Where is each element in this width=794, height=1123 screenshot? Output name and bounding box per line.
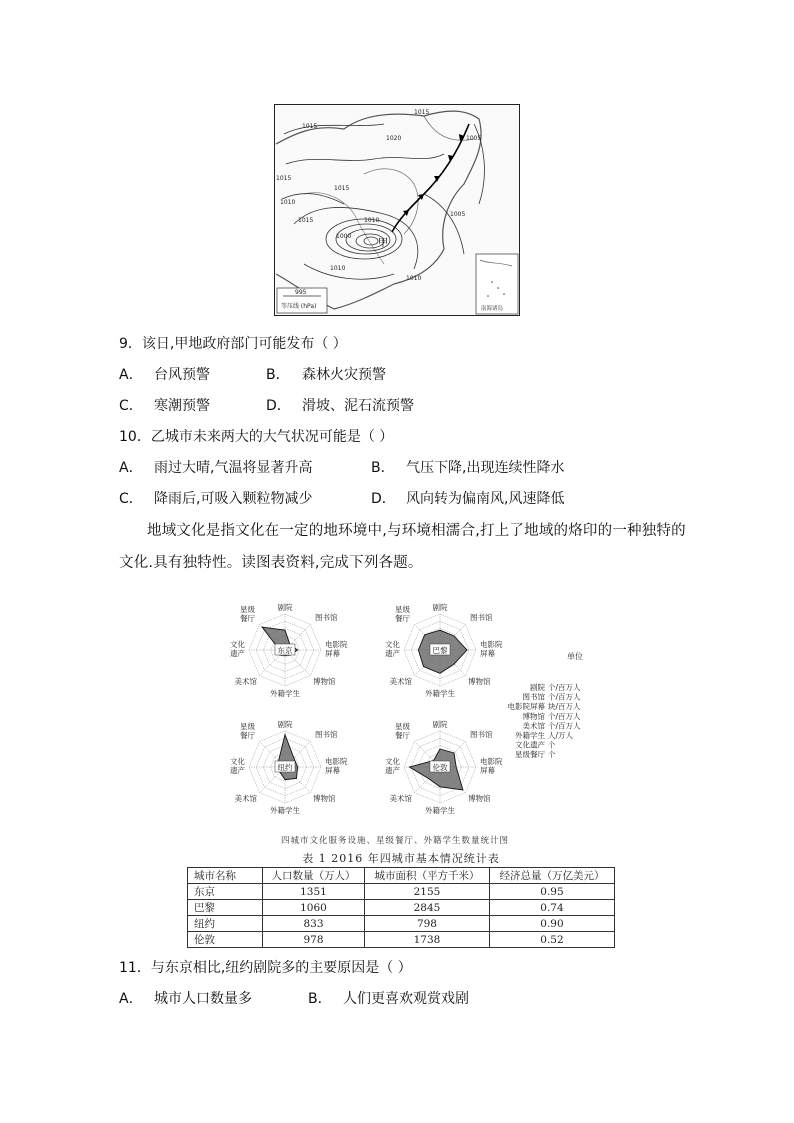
table-row [188,916,615,932]
table-cell: 833 [263,916,365,932]
q9-option-b-key: B． [266,367,290,383]
isobar-label: 1010 [280,199,296,206]
unit-value: 个/百万人 [548,711,581,721]
axis-label-theater: 剧院 [277,603,293,612]
axis-label-cinema: 电影院 [325,640,348,649]
question-10-stem: 10．乙城市未来两大的大气状况可能是（ ） [119,429,394,445]
unit-label: 文化遗产 [515,740,545,750]
axis-label-restaurant: 餐厅 [395,614,410,623]
axis-label-culture: 文化 [385,640,400,649]
city-name-label: 巴黎 [432,646,448,655]
table-cell: 0.52 [489,932,614,948]
place-label-jia: 甲 [378,238,388,249]
unit-value: 人/万人 [548,731,574,740]
table-cell: 东京 [188,884,263,900]
question-11-stem: 11．与东京相比,纽约剧院多的主要原因是（ ） [119,960,412,976]
axis-label-museum: 博物馆 [468,794,491,803]
axis-label-art-gallery: 美术馆 [389,794,412,803]
q9-option-c-text: 寒潮预警 [154,398,210,414]
axis-label-art-gallery: 美术馆 [389,677,412,686]
axis-label-heritage: 遗产 [230,649,245,658]
q10-option-d-key: D． [371,491,396,507]
axis-label-cinema-screen: 屏幕 [480,649,495,658]
axis-label-culture: 文化 [230,640,245,649]
isobar-label: 1015 [334,185,350,192]
unit-label: 美术馆 [522,721,545,731]
isobar-label: 1010 [406,275,422,282]
axis-label-museum: 博物馆 [468,677,491,686]
passage-line-2: 文化.具有独特性。读图表资料,完成下列各题。 [119,555,423,571]
table-header: 城市面积（平方千米） [364,868,489,884]
legend-value: 995 [295,289,307,296]
q9-option-d-key: D． [266,398,291,414]
isobar-label: 1010 [330,265,346,272]
table-cell: 纽约 [188,916,263,932]
q10-option-a-key: A． [119,460,143,476]
axis-label-library: 图书馆 [315,613,338,622]
unit-value: 个/百万人 [548,683,581,692]
table-cell: 巴黎 [188,900,263,916]
axis-label-foreign-students: 外籍学生 [425,689,455,698]
axis-label-art-gallery: 美术馆 [234,794,257,803]
axis-label-star: 星级 [240,722,255,731]
isobar-label: 1000 [336,233,352,240]
table-cell: 0.95 [489,884,614,900]
axis-label-foreign-students: 外籍学生 [270,689,300,698]
axis-label-museum: 博物馆 [313,794,336,803]
city-name-label: 东京 [277,646,293,655]
axis-label-heritage: 遗产 [385,649,400,658]
table-header: 经济总量（万亿美元） [489,868,614,884]
unit-value: 块/百万人 [548,702,581,712]
q9-option-b-text: 森林火灾预警 [302,367,386,383]
axis-label-restaurant: 餐厅 [240,614,255,623]
axis-label-library: 图书馆 [315,730,338,739]
table-cell: 978 [263,932,365,948]
table-row [188,932,615,948]
axis-label-star: 星级 [240,605,255,614]
q11-option-a-key: A． [119,991,143,1007]
axis-label-foreign-students: 外籍学生 [425,806,455,815]
unit-label: 博物馆 [522,711,545,721]
table-cell: 0.74 [489,900,614,916]
q11-option-b-key: B． [308,991,332,1007]
table-cell: 2845 [364,900,489,916]
q10-option-c-text: 降雨后,可吸入颗粒物减少 [154,491,313,507]
unit-value: 个 [548,750,556,760]
inset-label: 南海诸岛 [481,306,504,312]
axis-label-heritage: 遗产 [230,766,245,775]
table-caption: 表 1 2016 年四城市基本情况统计表 [302,852,500,865]
table-cell: 2155 [364,884,489,900]
radar-figure-caption: 四城市文化服务设施、星级餐厅、外籍学生数量统计图 [280,836,510,846]
isobar-label: 1015 [414,109,430,116]
q9-option-c-key: C． [119,398,143,414]
axis-label-heritage: 遗产 [385,766,400,775]
legend-text: 等压线 (hPa) [281,303,317,310]
q9-option-a-key: A． [119,367,143,383]
unit-label: 外籍学生 [515,731,545,740]
q11-option-a-text: 城市人口数量多 [154,991,252,1007]
axis-label-cinema: 电影院 [480,640,503,649]
axis-label-theater: 剧院 [432,603,448,612]
axis-label-restaurant: 餐厅 [240,731,255,740]
q9-option-a-text: 台风预警 [154,367,210,383]
table-cell: 0.90 [489,916,614,932]
table-cell: 1060 [263,900,365,916]
question-9-stem: 9．该日,甲地政府部门可能发布（ ） [119,336,347,352]
q9-option-d-text: 滑坡、泥石流预警 [302,398,414,414]
table-header: 人口数量（万人） [263,868,365,884]
table-cell: 伦敦 [188,932,263,948]
axis-label-foreign-students: 外籍学生 [270,806,300,815]
axis-label-cinema: 电影院 [325,757,348,766]
axis-label-restaurant: 餐厅 [395,731,410,740]
table-header: 城市名称 [188,868,263,884]
unit-label: 星级餐厅 [515,750,545,760]
city-stats-table [187,867,615,948]
axis-label-theater: 剧院 [432,720,448,729]
isobar-label: 1015 [276,175,292,182]
table-cell: 798 [364,916,489,932]
radar-chart-figure [170,590,620,850]
isobar-label: 1015 [298,217,314,224]
axis-label-cinema: 电影院 [480,757,503,766]
axis-label-star: 星级 [395,605,410,614]
unit-value: 个/百万人 [548,721,581,731]
table-cell: 1351 [263,884,365,900]
isobar-label: 1010 [364,217,380,224]
city-name-label: 伦敦 [432,763,448,772]
isobar-label: 1005 [450,211,466,218]
isobar-label: 1005 [466,135,482,142]
axis-label-museum: 博物馆 [313,677,336,686]
passage-line-1: 地域文化是指文化在一定的地环境中,与环境相濡合,打上了地域的烙印的一种独特的 [147,523,686,539]
axis-label-library: 图书馆 [470,730,493,739]
isobar-label: 1015 [302,123,318,130]
axis-label-culture: 文化 [385,757,400,766]
q10-option-c-key: C． [119,491,143,507]
q10-option-b-key: B． [371,460,395,476]
axis-label-library: 图书馆 [470,613,493,622]
axis-label-cinema-screen: 屏幕 [480,766,495,775]
unit-label: 剧院 [530,683,545,692]
axis-label-culture: 文化 [230,757,245,766]
axis-label-theater: 剧院 [277,720,293,729]
axis-label-art-gallery: 美术馆 [234,677,257,686]
weather-map [274,104,520,316]
q11-option-b-text: 人们更喜欢观赏戏剧 [343,991,469,1007]
q10-option-a-text: 雨过大晴,气温将显著升高 [154,460,313,476]
q10-option-b-text: 气压下降,出现连续性降水 [406,460,565,476]
unit-label: 电影院屏幕 [507,702,545,712]
table-row [188,900,615,916]
unit-value: 个/百万人 [548,692,581,702]
table-cell: 1738 [364,932,489,948]
axis-label-cinema-screen: 屏幕 [325,649,340,658]
axis-label-star: 星级 [395,722,410,731]
q10-option-d-text: 风向转为偏南风,风速降低 [406,491,565,507]
unit-title: 单位 [567,652,583,661]
city-name-label: 纽约 [277,763,293,772]
axis-label-cinema-screen: 屏幕 [325,766,340,775]
unit-value: 个 [548,740,556,750]
table-row [188,884,615,900]
table-header-row [188,868,615,884]
isobar-label: 1020 [386,135,402,142]
unit-label: 图书馆 [522,692,545,702]
